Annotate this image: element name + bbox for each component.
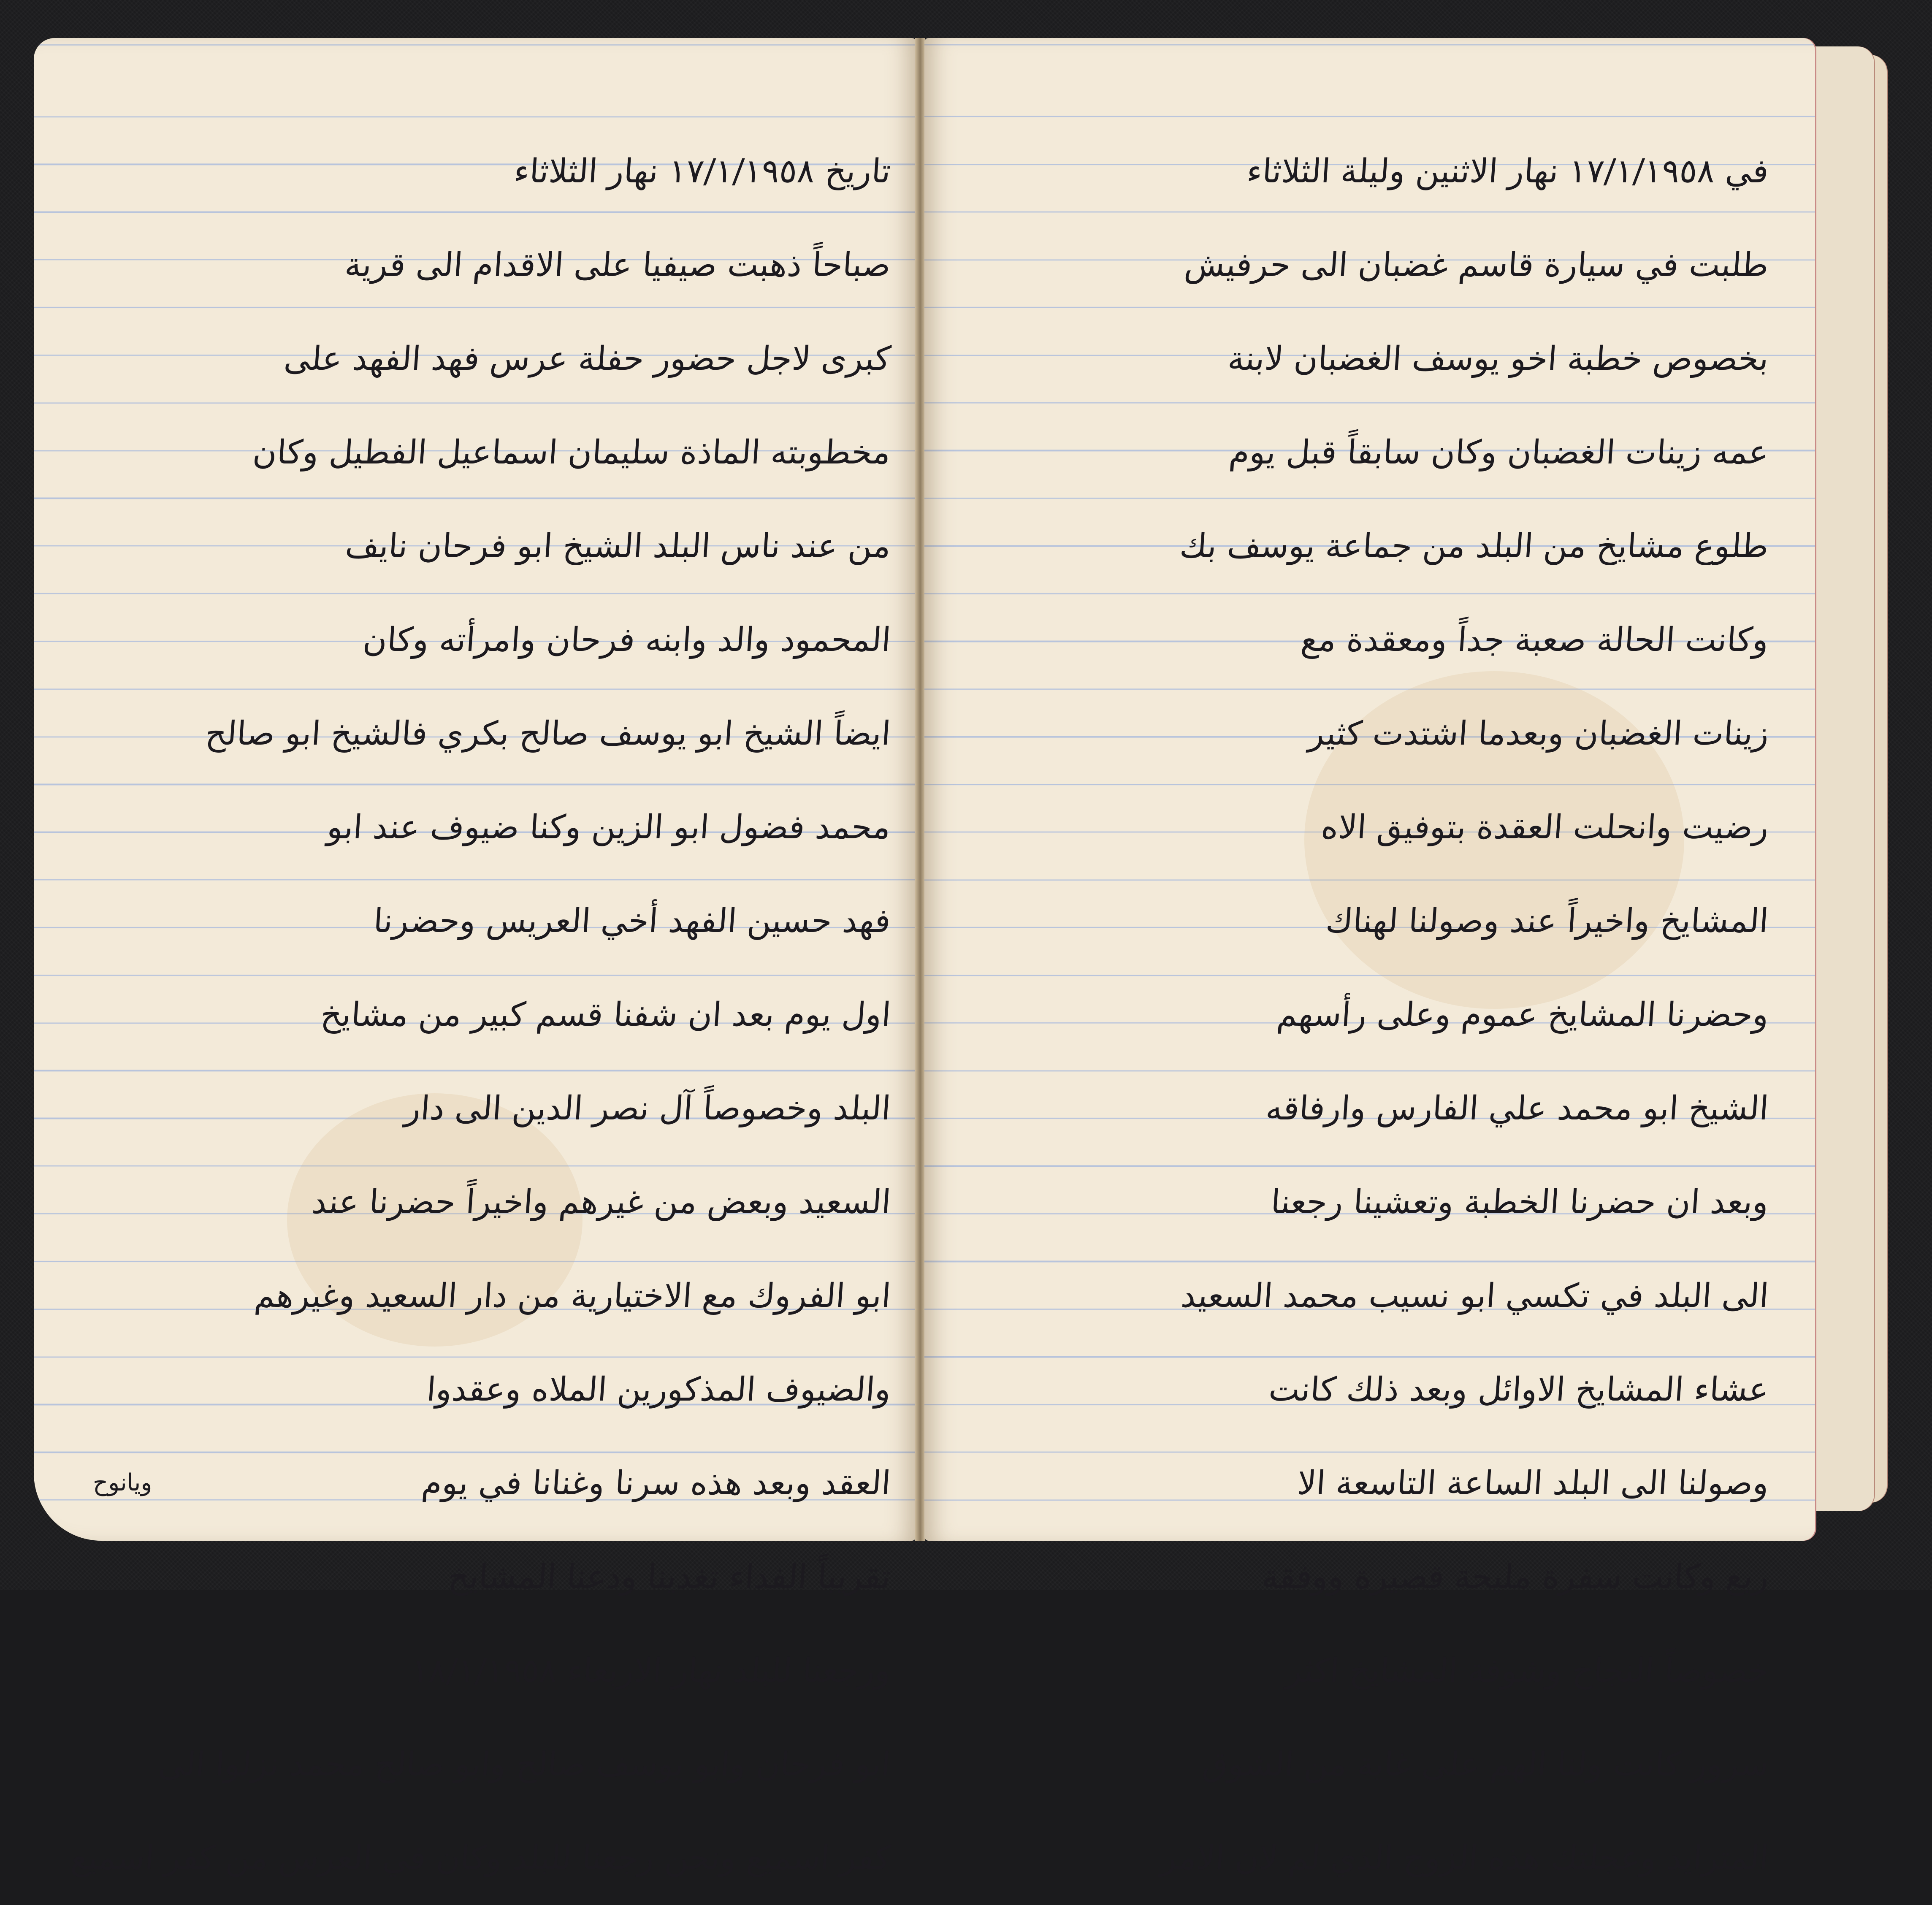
line-text: عشاء المشايخ الاوائل وبعد ذلك كانت bbox=[1267, 1371, 1770, 1409]
line-text: الشيخ ابو محمد علي الفارس وارفاقه bbox=[1265, 1089, 1770, 1127]
line-text: ابو فرحان وابو يوسف صالح وابو صالح محمد نزلوا الى bbox=[157, 1745, 892, 1783]
text-line bbox=[97, 1718, 891, 1811]
line-text: وحضرنا المشايخ عموم وعلى رأسهم bbox=[1275, 996, 1770, 1034]
text-line bbox=[97, 1249, 891, 1343]
text-line bbox=[97, 1530, 891, 1624]
line-text: كفر اسميع ونحن رجعنا للبلد وكان في العرس من كفر اسميع bbox=[69, 1839, 892, 1877]
text-line bbox=[97, 1062, 891, 1155]
text-line bbox=[97, 1624, 891, 1718]
line-text: البلد وخصوصاً آل نصر الدين الى دار bbox=[403, 1089, 892, 1127]
line-text: وصولنا الى البلد الساعة التاسعة الا bbox=[1296, 1464, 1770, 1502]
text-line bbox=[97, 218, 891, 312]
text-line bbox=[967, 499, 1769, 593]
text-line bbox=[967, 1718, 1769, 1811]
text-line bbox=[97, 593, 891, 687]
text-line bbox=[69, 1811, 892, 1905]
line-text: المشايخ واخيراً عند وصولنا لهناك bbox=[1325, 902, 1770, 940]
line-text: في ١٧/١/١٩٥٨ نهار الاثنين وليلة الثلاثاء bbox=[1246, 152, 1770, 190]
line-text: طلوع مشايخ من البلد من جماعة يوسف بك bbox=[1179, 527, 1770, 565]
line-text: سرور كانت ولنا الهم على غاية من الشوق bbox=[1201, 1745, 1770, 1783]
text-line bbox=[967, 1530, 1769, 1624]
text-line bbox=[967, 1249, 1769, 1343]
line-text: فهد حسين الفهد أخي العريس وحضرنا bbox=[372, 902, 892, 940]
line-text: ربع وكانت سفرة مليحة قصيرة ووفقة bbox=[1260, 1558, 1770, 1596]
text-line bbox=[967, 1155, 1769, 1249]
line-text: الى البلد في تكسي ابو نسيب محمد السعيد bbox=[1180, 1277, 1770, 1315]
text-line bbox=[97, 499, 891, 593]
open-notebook bbox=[34, 30, 1908, 1877]
text-line bbox=[967, 593, 1769, 687]
right-page bbox=[924, 38, 1815, 1877]
text-line bbox=[97, 1436, 891, 1530]
line-text: والضيوف المذكورين الملاه وعقدوا bbox=[425, 1371, 892, 1409]
line-text: المترايد وعجلتك هذه الزوج الذي لم لان الامر bbox=[1159, 1839, 1770, 1877]
line-text: المحمود والد وابنه فرحان وامرأته وكان bbox=[361, 621, 892, 659]
text-line bbox=[97, 687, 891, 780]
line-text: من عند ناس البلد الشيخ ابو فرحان نايف bbox=[344, 527, 892, 565]
text-line bbox=[967, 968, 1769, 1062]
line-text: رضيت وانحلت العقدة بتوفيق الاه bbox=[1320, 808, 1770, 846]
text-line bbox=[97, 1155, 891, 1249]
text-line bbox=[97, 406, 891, 499]
text-line bbox=[97, 780, 891, 874]
text-line bbox=[967, 1062, 1769, 1155]
text-line bbox=[967, 687, 1769, 780]
text-line bbox=[97, 125, 891, 218]
line-text: ابو الفروك مع الاختيارية من دار السعيد وغيرهم bbox=[253, 1277, 892, 1315]
right-page-text bbox=[967, 125, 1769, 1905]
line-text: زينات الغضبان وبعدما اشتدت كثير bbox=[1307, 715, 1770, 753]
text-line bbox=[967, 874, 1769, 968]
left-page bbox=[34, 38, 916, 1877]
line-text: السعيد وبعض من غيرهم واخيراً حضرنا عند bbox=[310, 1183, 892, 1221]
line-text: مخطوبته الماذة سليمان اسماعيل الفطيل وكان bbox=[252, 434, 892, 472]
left-page-text bbox=[69, 125, 892, 1905]
line-text: خصوصاً النجاح وشوفة المشايخ اكثر bbox=[1285, 1652, 1770, 1690]
text-line bbox=[967, 1811, 1769, 1905]
line-text: وكانت الحالة صعبة جداً ومعقدة مع bbox=[1300, 621, 1770, 659]
text-line bbox=[967, 780, 1769, 874]
text-line bbox=[967, 406, 1769, 499]
text-line bbox=[97, 312, 891, 406]
text-line bbox=[97, 874, 891, 968]
line-text: ايضاً الشيخ ابو يوسف صالح بكري فالشيخ ابو صالح bbox=[204, 715, 892, 753]
text-line bbox=[967, 1436, 1769, 1530]
text-line bbox=[967, 312, 1769, 406]
line-text: عمه زينات الغضبان وكان سابقاً قبل يوم bbox=[1228, 434, 1770, 472]
left-page-tail: ويانوح bbox=[93, 1469, 152, 1496]
line-text: كبرى لاجل حضور حفلة عرس فهد الفهد على bbox=[282, 340, 892, 378]
line-text: تقريباً الفداء تغدينا ودعنا المشايخ bbox=[447, 1558, 892, 1596]
line-text: العقد وبعد هذه سرنا وغنانا في يوم bbox=[420, 1464, 892, 1502]
text-line bbox=[967, 218, 1769, 312]
text-line bbox=[97, 1343, 891, 1436]
line-text: تاريخ ١٧/١/١٩٥٨ نهار الثلاثاء bbox=[512, 152, 892, 190]
text-line bbox=[97, 968, 891, 1062]
line-text: وبعد ان حضرنا الخطبة وتعشينا رجعنا bbox=[1270, 1183, 1770, 1221]
line-text: بخصوص خطبة اخو يوسف الغضبان لابنة bbox=[1226, 340, 1770, 378]
text-line bbox=[967, 125, 1769, 218]
text-line bbox=[967, 1624, 1769, 1718]
line-text: صباحاً ذهبت صيفيا على الاقدام الى قرية bbox=[344, 246, 892, 284]
text-line bbox=[967, 1343, 1769, 1436]
line-text: طلبت في سيارة قاسم غضبان الى حرفيش bbox=[1183, 246, 1770, 284]
line-text: ورجعنا للبلد نهار الاربعاء ١٨/١/١٩٥٨ bbox=[409, 1652, 892, 1690]
line-text: اول يوم بعد ان شفنا قسم كبير من مشايخ bbox=[319, 996, 892, 1034]
book-gutter bbox=[915, 38, 925, 1541]
line-text: محمد فضول ابو الزين وكنا ضيوف عند ابو bbox=[326, 808, 892, 846]
